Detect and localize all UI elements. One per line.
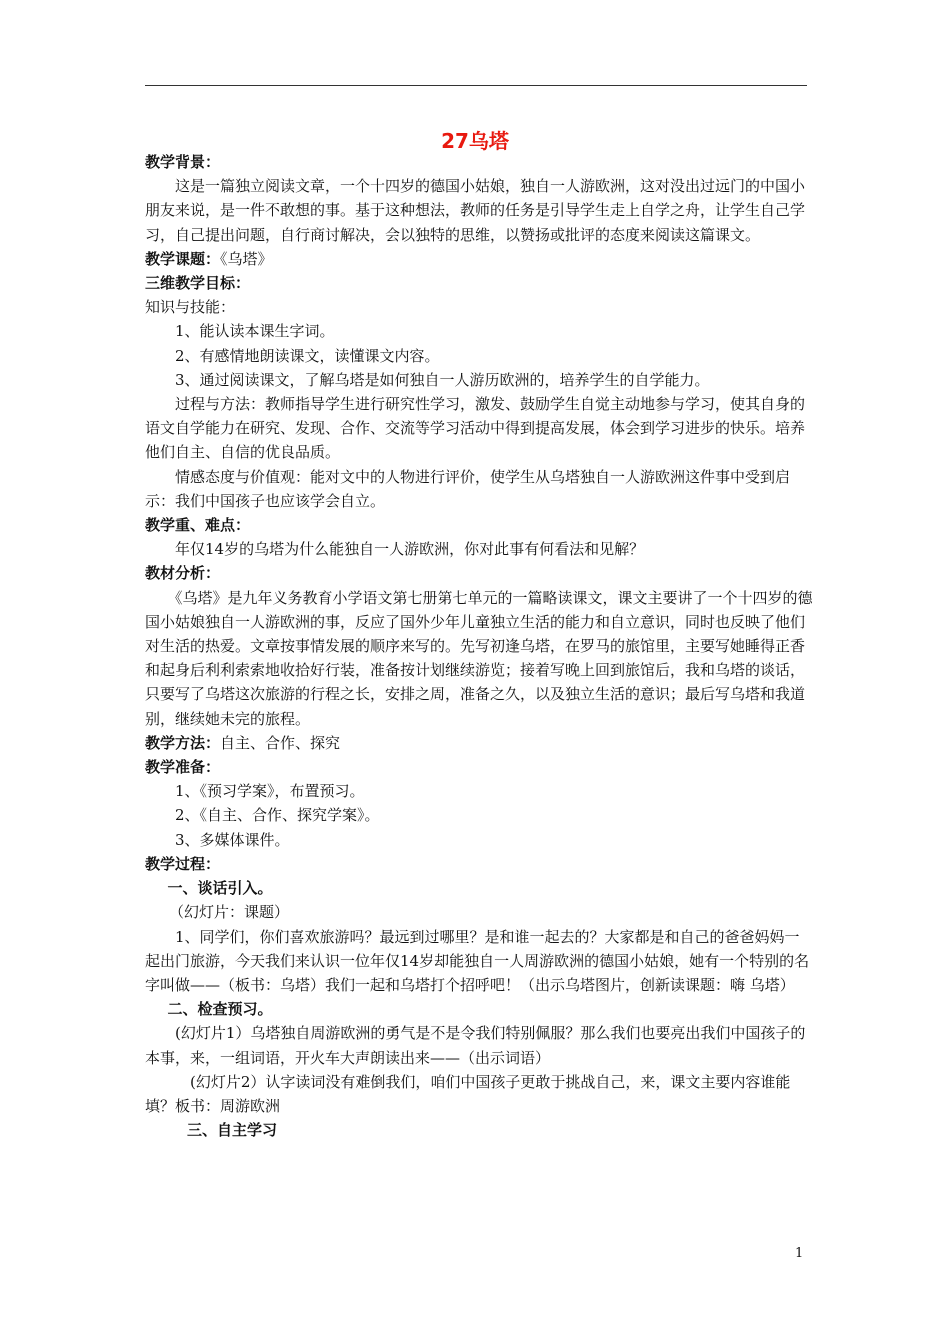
background-paragraph: 这是一篇独立阅读文章，一个十四岁的德国小姑娘，独自一人游欧洲，这对没出过远门的中国小朋友来说，是一件不敢想的事。基于这种想法，教师的任务是引导学生走上自学之舟，让学生自己学习，自己提出问题，自行商讨解决，会以独特的思维，以赞扬或批评的态度来阅读这篇课文。: [145, 177, 806, 244]
analysis-paragraph: 《乌塔》是九年义务教育小学语文第七册第七单元的一篇略读课文，课文主要讲了一个十四岁的德国小姑娘独自一人游欧洲的事，反应了国外少年儿童独立生活的能力和自立意识，同时也反映了他们对生活的热爱。文章按事情发展的顺序来写的。先写初逢乌塔，在罗马的旅馆里，主要写她睡得正香和起身后利利索索地收拾好行装，准备按计划继续游览；接着写晚上回到旅馆后，我和乌塔的谈话，只要写了乌塔这次旅游的行程之长，安排之周，准备之久，以及独立生活的意识；最后写乌塔和我道别，继续她未完的旅程。: [145, 588, 813, 728]
step1-slide: （幻灯片：课题）: [169, 903, 290, 922]
document-body: [145, 150, 813, 1142]
knowledge-item: 2、有感情地朗读课文，读懂课文内容。: [175, 346, 440, 365]
method-line: [145, 731, 813, 755]
process-method-paragraph: 过程与方法：教师指导学生进行研究性学习，激发、鼓励学生自觉主动地参与学习，使其自身的语文自学能力在研究、发现、合作、交流等学习活动中得到提高发展，体会到学习进步的快乐。培养他们自主、自信的优良品质。: [145, 395, 806, 462]
background-heading: 教学背景：: [145, 153, 221, 171]
analysis-heading: 教材分析：: [145, 564, 221, 583]
topic-line: [145, 247, 813, 271]
step3-heading: 三、自主学习: [187, 1121, 278, 1140]
emotion-paragraph: 情感态度与价值观：能对文中的人物进行评价，使学生从乌塔独自一人游欧洲这件事中受到启示：我们中国孩子也应该学会自立。: [145, 467, 791, 510]
header-rule: [145, 85, 807, 86]
step2-slide2-paragraph: (幻灯片2）认字读词没有难倒我们，咱们中国孩子更敢于挑战自己，来，课文主要内容谁能填？板书：周游欧洲: [145, 1072, 791, 1115]
process-heading: 教学过程：: [145, 854, 221, 873]
key-paragraph: 年仅14岁的乌塔为什么能独自一人游欧洲，你对此事有何看法和见解？: [175, 540, 645, 559]
key-heading: 教学重、难点：: [145, 516, 251, 535]
goals-heading: 三维教学目标：: [145, 274, 251, 293]
prep-item: 3、多媒体课件。: [175, 830, 290, 849]
step1-paragraph: 1、同学们，你们喜欢旅游吗？最远到过哪里？是和谁一起去的？大家都是和自己的爸爸妈妈一起出门旅游，今天我们来认识一位年仅14岁却能独自一人周游欧洲的德国小姑娘，她有一个特别的名字叫做——（板书：乌塔）我们一起和乌塔打个招呼吧！（出示乌塔图片，创新读课题：嗨 乌塔）: [145, 927, 810, 994]
prep-item: 1、《预习学案》，布置预习。: [175, 782, 365, 801]
method-heading: 教学方法：: [145, 733, 221, 752]
knowledge-item: 1、能认读本课生字词。: [175, 322, 335, 341]
prep-heading: 教学准备：: [145, 758, 221, 777]
knowledge-item: 3、通过阅读课文，了解乌塔是如何独自一人游历欧洲的，培养学生的自学能力。: [175, 370, 710, 389]
step2-heading: 二、检查预习。: [167, 1000, 273, 1019]
knowledge-label: 知识与技能：: [145, 298, 236, 317]
step1-heading: 一、谈话引入。: [167, 879, 273, 898]
method-text: 自主、合作、探究: [220, 733, 341, 752]
topic-heading: 教学课题：: [145, 249, 221, 268]
page-number: 1: [795, 1246, 804, 1261]
page-title: 27乌塔: [441, 129, 509, 153]
prep-item: 2、《自主、合作、探究学案》。: [175, 806, 380, 825]
step2-slide1-paragraph: (幻灯片1）乌塔独自周游欧洲的勇气是不是令我们特别佩服？那么我们也要亮出我们中国孩子的本事，来，一组词语，开火车大声朗读出来——（出示词语）: [145, 1024, 806, 1067]
topic-text: 《乌塔》: [220, 249, 273, 268]
